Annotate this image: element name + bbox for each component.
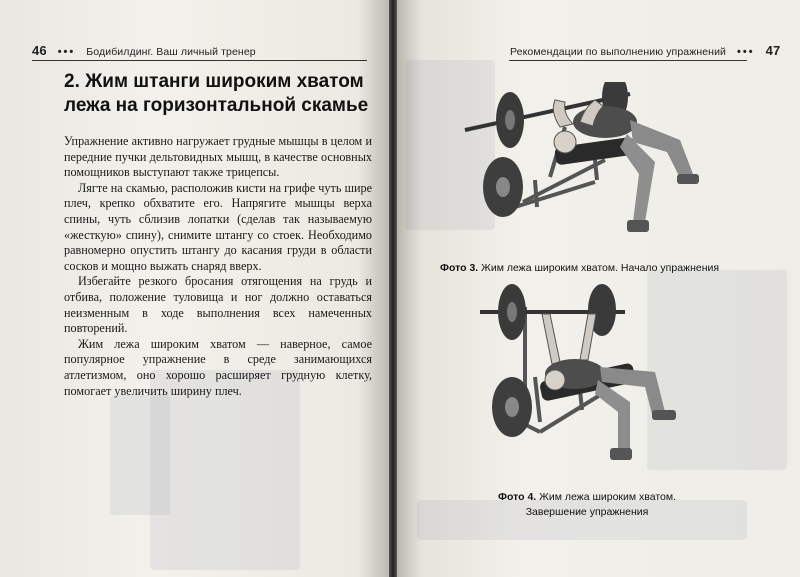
weight-plate-hub: [505, 397, 519, 417]
caption-text: Жим лежа широким хватом. Начало упражнения: [478, 262, 720, 274]
photo-bench-press-end: [480, 282, 730, 480]
running-head-text: Рекомендации по выполнению упражнений: [510, 46, 727, 58]
athlete-figure: [553, 100, 699, 232]
caption-line: Завершение упражнения: [525, 506, 649, 518]
bleed-through-shape: [150, 370, 300, 570]
page-number: 47: [765, 43, 781, 58]
caption-text: Жим лежа широким хватом.: [536, 491, 677, 503]
bleed-through-shape: [110, 395, 170, 515]
header-rule: [509, 60, 747, 61]
photo-bench-press-start: [455, 82, 725, 247]
photo-number: Фото 4.: [498, 491, 537, 503]
paragraph: Жим лежа широким хватом — наверное, самое популярное упражнение в среде занимающихся атлетизмом, оно хорошо расширяет грудную клетку, помогает увеличить ширину плеч.: [64, 336, 372, 398]
left-page: [0, 0, 389, 577]
dots-ornament: •••: [57, 46, 76, 58]
header-rule: [32, 60, 367, 61]
section-title: 2. Жим штанги широким хватом лежа на горизонтальной скамье: [64, 71, 369, 116]
paragraph: Упражнение активно нагружает грудные мышцы в целом и передние пучки дельтовидных мышц, в качестве основных помощников выступают также трицепсы.: [64, 134, 372, 180]
page-number: 46: [32, 43, 47, 58]
running-head-left: [32, 43, 256, 58]
running-head-text: Бодибилдинг. Ваш личный тренер: [86, 46, 256, 58]
weight-plate-hub: [496, 177, 510, 197]
book-gutter: [389, 0, 397, 577]
caption-line: [498, 490, 676, 505]
paragraph: Лягте на скамью, расположив кисти на грифе чуть шире плеч, крепко обхватите его. Напрягите мышцы верха спины, чуть сблизив лопатки (сделав так называемую «жесткую» спину), снимите штангу со стоек. Необходимо равномерно опустить штангу до касания груди в области сосков и мощно выжать снаряд вверх.: [64, 180, 372, 273]
dots-ornament: •••: [737, 46, 755, 58]
paragraph: Избегайте резкого бросания отягощения на грудь и отбива, положение туловища и ног должно оставаться неизменным в ходе выполнения всех намеченных повторений.: [64, 274, 372, 336]
photo-number: Фото 3.: [440, 262, 479, 274]
body-text: [64, 134, 372, 399]
running-head-right: [510, 43, 780, 58]
photo4-caption: [498, 490, 676, 520]
photo3-caption: [440, 262, 719, 274]
